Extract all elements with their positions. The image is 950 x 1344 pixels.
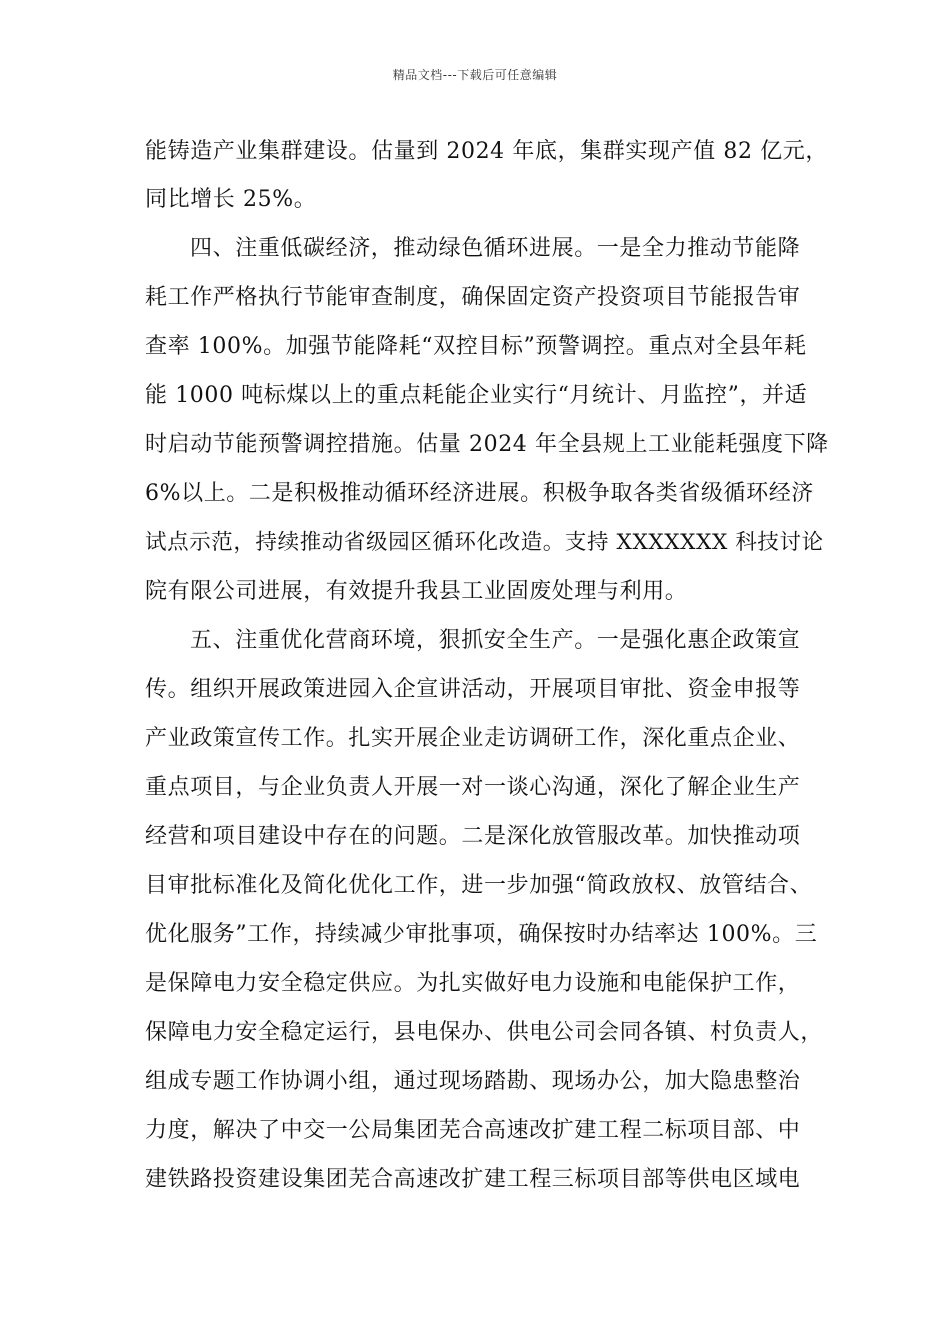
- text-line: 目审批标准化及简化优化工作，进一步加强“简政放权、放管结合、: [145, 873, 813, 898]
- text-line: 重点项目，与企业负责人开展一对一谈心沟通，深化了解企业生产: [145, 775, 801, 800]
- text-line: 产业政策宣传工作。扎实开展企业走访调研工作，深化重点企业、: [145, 726, 801, 751]
- text-line: 时启动节能预警调控措施。估量 2024 年全县规上工业能耗强度下降: [145, 432, 829, 457]
- page-header: 精品文档---下载后可任意编辑: [392, 68, 558, 82]
- text-line: 经营和项目建设中存在的问题。二是深化放管服改革。加快推动项: [145, 824, 801, 849]
- text-line: 能铸造产业集群建设。估量到 2024 年底，集群实现产值 82 亿元，: [145, 139, 828, 164]
- text-line: 试点示范，持续推动省级园区循环化改造。支持 XXXXXXX 科技讨论: [145, 530, 824, 555]
- text-line: 传。组织开展政策进园入企宣讲活动，开展项目审批、资金申报等: [145, 677, 801, 702]
- text-line: 力度，解决了中交一公局集团芜合高速改扩建工程二标项目部、中: [145, 1118, 801, 1143]
- text-line: 是保障电力安全稳定供应。为扎实做好电力设施和电能保护工作，: [145, 971, 801, 996]
- text-line: 组成专题工作协调小组，通过现场踏勘、现场办公，加大隐患整治: [145, 1069, 801, 1094]
- text-line: 6%以上。二是积极推动循环经济进展。积极争取各类省级循环经济: [145, 481, 814, 506]
- text-line: 优化服务”工作，持续减少审批事项，确保按时办结率达 100%。三: [145, 922, 818, 947]
- text-line: 院有限公司进展，有效提升我县工业固废处理与利用。: [145, 579, 688, 604]
- text-line: 能 1000 吨标煤以上的重点耗能企业实行“月统计、月监控”，并适: [145, 383, 808, 408]
- text-line: 建铁路投资建设集团芜合高速改扩建工程三标项目部等供电区域电: [145, 1167, 801, 1192]
- paragraph-start-line: 五、注重优化营商环境，狠抓安全生产。一是强化惠企政策宣: [190, 628, 801, 653]
- text-line: 耗工作严格执行节能审查制度，确保固定资产投资项目节能报告审: [145, 285, 801, 310]
- paragraph-start-line: 四、注重低碳经济，推动绿色循环进展。一是全力推动节能降: [190, 236, 801, 261]
- text-line: 同比增长 25%。: [145, 187, 317, 212]
- text-line: 查率 100%。加强节能降耗“双控目标”预警调控。重点对全县年耗: [145, 334, 807, 359]
- text-line: 保障电力安全稳定运行，县电保办、供电公司会同各镇、村负责人，: [145, 1020, 824, 1045]
